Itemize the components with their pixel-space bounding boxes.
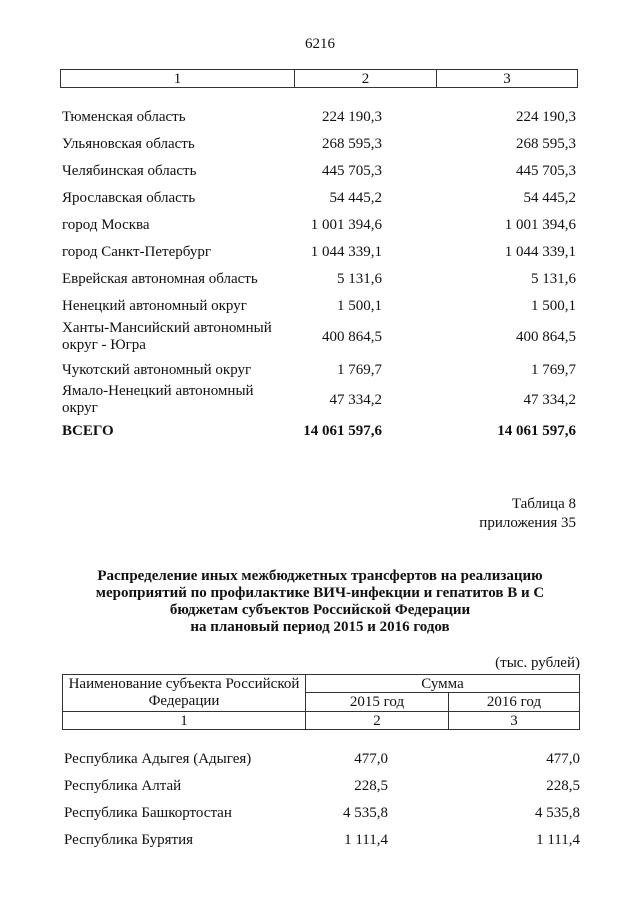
region-name: Тюменская область xyxy=(62,109,186,125)
page-number: 6216 xyxy=(305,36,335,52)
col-number-2: 2 xyxy=(295,70,437,88)
col-number-2: 2 xyxy=(306,712,449,730)
col-number-1: 1 xyxy=(61,70,295,88)
table-row xyxy=(62,298,582,318)
value-2015: 400 864,5 xyxy=(322,329,382,345)
value-2016: 477,0 xyxy=(546,751,580,767)
value-2015: 445 705,3 xyxy=(322,163,382,179)
region-name: Республика Башкортостан xyxy=(64,805,232,821)
region-name: Чукотский автономный округ xyxy=(62,362,252,378)
title-line: бюджетам субъектов Российской Федерации xyxy=(169,602,471,618)
region-name: Ямало-Ненецкий автономный округ xyxy=(62,383,254,416)
value-2015: 1 769,7 xyxy=(337,362,382,378)
units-label: (тыс. рублей) xyxy=(495,655,580,671)
region-name: Республика Алтай xyxy=(64,778,182,794)
col-number-3: 3 xyxy=(437,70,578,88)
value-2016: 47 334,2 xyxy=(523,392,576,408)
value-2015: 4 535,8 xyxy=(343,805,388,821)
table-row xyxy=(62,320,582,356)
value-2015: 54 445,2 xyxy=(329,190,382,206)
value-2016: 54 445,2 xyxy=(523,190,576,206)
title-line: мероприятий по профилактике ВИЧ-инфекции и гепатитов В и С xyxy=(95,585,545,601)
value-2015: 5 131,6 xyxy=(337,271,382,287)
value-2016: 400 864,5 xyxy=(516,329,576,345)
value-2015: 1 044 339,1 xyxy=(310,244,382,260)
title-line: на плановый период 2015 и 2016 годов xyxy=(190,619,450,635)
table2-header xyxy=(62,674,580,730)
value-2016: 1 044 339,1 xyxy=(504,244,576,260)
table-row xyxy=(62,190,582,210)
value-2015: 268 595,3 xyxy=(322,136,382,152)
region-name: город Санкт-Петербург xyxy=(62,244,211,260)
value-2016: 1 001 394,6 xyxy=(504,217,576,233)
title-line: Распределение иных межбюджетных трансфертов на реализацию xyxy=(97,568,543,584)
table-row xyxy=(64,805,584,825)
table-row xyxy=(62,163,582,183)
region-name: Республика Адыгея (Адыгея) xyxy=(64,751,252,767)
table1-header xyxy=(60,69,578,88)
value-2016: 1 111,4 xyxy=(536,832,580,848)
value-2016: 1 500,1 xyxy=(531,298,576,314)
table-title xyxy=(0,568,640,636)
value-2015: 1 111,4 xyxy=(344,832,388,848)
col-number-1: 1 xyxy=(63,712,306,730)
col-number-3: 3 xyxy=(449,712,580,730)
table-row xyxy=(64,778,584,798)
total-2016: 14 061 597,6 xyxy=(497,423,576,439)
col-header-subject: Наименование субъекта Российской Федерации xyxy=(63,675,306,712)
total-label: ВСЕГО xyxy=(62,423,114,439)
value-2015: 1 500,1 xyxy=(337,298,382,314)
region-name: Ханты-Мансийский автономный округ - Югра xyxy=(62,320,272,353)
value-2016: 268 595,3 xyxy=(516,136,576,152)
col-header-2016: 2016 год xyxy=(449,693,580,712)
value-2016: 4 535,8 xyxy=(535,805,580,821)
table-caption-number: Таблица 8 xyxy=(511,496,576,512)
value-2015: 228,5 xyxy=(354,778,388,794)
value-2015: 477,0 xyxy=(354,751,388,767)
region-name: Ульяновская область xyxy=(62,136,195,152)
value-2016: 228,5 xyxy=(546,778,580,794)
value-2015: 47 334,2 xyxy=(329,392,382,408)
total-2015: 14 061 597,6 xyxy=(303,423,382,439)
region-name: город Москва xyxy=(62,217,150,233)
value-2016: 445 705,3 xyxy=(516,163,576,179)
value-2016: 5 131,6 xyxy=(531,271,576,287)
table-row xyxy=(64,751,584,771)
table-row xyxy=(62,362,582,382)
region-name: Еврейская автономная область xyxy=(62,271,258,287)
table-total-row xyxy=(62,423,582,443)
value-2016: 224 190,3 xyxy=(516,109,576,125)
table-row xyxy=(62,383,582,419)
region-name: Ненецкий автономный округ xyxy=(62,298,247,314)
region-name: Ярославская область xyxy=(62,190,196,206)
table-row xyxy=(62,109,582,129)
table-row xyxy=(62,136,582,156)
col-header-2015: 2015 год xyxy=(306,693,449,712)
table-caption-appendix: приложения 35 xyxy=(479,515,576,531)
value-2015: 1 001 394,6 xyxy=(310,217,382,233)
table-row xyxy=(62,271,582,291)
value-2016: 1 769,7 xyxy=(531,362,576,378)
col-header-sum: Сумма xyxy=(306,675,580,693)
table-row xyxy=(64,832,584,852)
table-row xyxy=(62,217,582,237)
table-row xyxy=(62,244,582,264)
region-name: Челябинская область xyxy=(62,163,197,179)
value-2015: 224 190,3 xyxy=(322,109,382,125)
region-name: Республика Бурятия xyxy=(64,832,194,848)
